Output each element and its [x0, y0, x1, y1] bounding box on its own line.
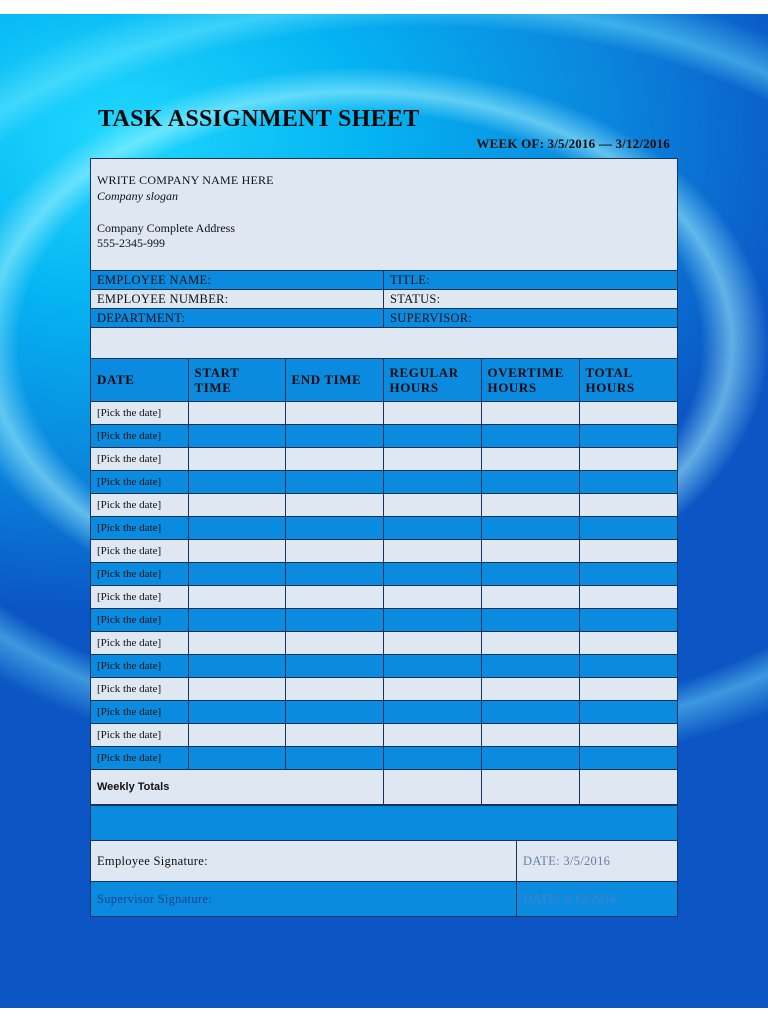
start-time-cell[interactable] [188, 585, 285, 608]
employee-name-field[interactable]: EMPLOYEE NAME: [91, 271, 384, 289]
start-time-cell[interactable] [188, 539, 285, 562]
date-cell[interactable]: [Pick the date] [91, 654, 188, 677]
table-row [91, 608, 677, 631]
date-cell[interactable]: [Pick the date] [91, 424, 188, 447]
total-hours-cell[interactable] [579, 401, 677, 424]
end-time-cell[interactable] [285, 401, 383, 424]
column-header-overtime-hours: OVERTIME HOURS [481, 359, 579, 401]
date-cell[interactable]: [Pick the date] [91, 700, 188, 723]
regular-hours-cell[interactable] [383, 585, 481, 608]
overtime-hours-cell[interactable] [481, 562, 579, 585]
employee-signature-field[interactable]: Employee Signature: [91, 841, 517, 881]
total-hours-cell[interactable] [579, 585, 677, 608]
start-time-cell[interactable] [188, 608, 285, 631]
total-hours-cell[interactable] [579, 723, 677, 746]
regular-hours-cell[interactable] [383, 447, 481, 470]
table-row [91, 654, 677, 677]
end-time-cell[interactable] [285, 654, 383, 677]
regular-hours-cell[interactable] [383, 746, 481, 769]
total-hours-cell[interactable] [579, 424, 677, 447]
overtime-hours-cell[interactable] [481, 493, 579, 516]
overtime-hours-cell[interactable] [481, 654, 579, 677]
date-cell[interactable]: [Pick the date] [91, 493, 188, 516]
date-cell[interactable]: [Pick the date] [91, 746, 188, 769]
end-time-cell[interactable] [285, 585, 383, 608]
weekly-totals-row [91, 769, 677, 804]
company-phone[interactable]: 555-2345-999 [97, 236, 165, 250]
start-time-cell[interactable] [188, 493, 285, 516]
page-background [0, 14, 768, 1008]
end-time-cell[interactable] [285, 539, 383, 562]
regular-hours-cell[interactable] [383, 539, 481, 562]
employee-signature-date[interactable]: DATE: 3/5/2016 [523, 853, 611, 868]
regular-hours-cell[interactable] [383, 562, 481, 585]
overtime-hours-cell[interactable] [481, 516, 579, 539]
table-row [91, 562, 677, 585]
end-time-cell[interactable] [285, 447, 383, 470]
total-hours-cell[interactable] [579, 769, 677, 804]
supervisor-signature-field[interactable]: Supervisor Signature: [91, 882, 517, 916]
date-cell[interactable]: [Pick the date] [91, 585, 188, 608]
total-overtime-hours-cell[interactable] [481, 769, 579, 804]
company-block [91, 159, 677, 271]
date-cell[interactable]: [Pick the date] [91, 677, 188, 700]
start-time-cell[interactable] [188, 516, 285, 539]
end-time-cell[interactable] [285, 608, 383, 631]
start-time-cell[interactable] [188, 562, 285, 585]
table-row [91, 631, 677, 654]
end-time-cell[interactable] [285, 631, 383, 654]
overtime-hours-cell[interactable] [481, 447, 579, 470]
start-time-cell[interactable] [188, 447, 285, 470]
supervisor-signature-date[interactable]: DATE: 3/12/2016 [523, 891, 617, 906]
table-row [91, 700, 677, 723]
total-hours-cell[interactable] [579, 539, 677, 562]
end-time-cell[interactable] [285, 723, 383, 746]
overtime-hours-cell[interactable] [481, 470, 579, 493]
column-header-date: DATE [91, 359, 188, 401]
column-header-total-hours: TOTAL HOURS [579, 359, 677, 401]
overtime-hours-cell[interactable] [481, 608, 579, 631]
regular-hours-cell[interactable] [383, 470, 481, 493]
table-row [91, 516, 677, 539]
overtime-hours-cell[interactable] [481, 631, 579, 654]
start-time-cell[interactable] [188, 631, 285, 654]
info-row-name [91, 271, 677, 290]
overtime-hours-cell[interactable] [481, 401, 579, 424]
table-row [91, 401, 677, 424]
spacer-band [91, 328, 677, 359]
table-row [91, 447, 677, 470]
table-row [91, 470, 677, 493]
department-field[interactable]: DEPARTMENT: [91, 309, 384, 327]
date-cell[interactable]: [Pick the date] [91, 516, 188, 539]
end-time-cell[interactable] [285, 424, 383, 447]
date-cell[interactable]: [Pick the date] [91, 401, 188, 424]
end-time-cell[interactable] [285, 562, 383, 585]
column-header-regular-hours: REGULAR HOURS [383, 359, 481, 401]
regular-hours-cell[interactable] [383, 654, 481, 677]
total-hours-cell[interactable] [579, 677, 677, 700]
table-row [91, 424, 677, 447]
date-cell[interactable]: [Pick the date] [91, 723, 188, 746]
company-slogan[interactable]: Company slogan [97, 189, 178, 203]
column-header-start-time: START TIME [188, 359, 285, 401]
total-regular-hours-cell[interactable] [383, 769, 481, 804]
overtime-hours-cell[interactable] [481, 677, 579, 700]
weekly-totals-label: Weekly Totals [91, 769, 383, 804]
column-header-end-time: END TIME [285, 359, 383, 401]
table-row [91, 723, 677, 746]
date-cell[interactable]: [Pick the date] [91, 539, 188, 562]
start-time-cell[interactable] [188, 746, 285, 769]
date-cell[interactable]: [Pick the date] [91, 631, 188, 654]
end-time-cell[interactable] [285, 470, 383, 493]
total-hours-cell[interactable] [579, 516, 677, 539]
page-title: TASK ASSIGNMENT SHEET [98, 106, 420, 132]
supervisor-signature-row [91, 882, 677, 916]
overtime-hours-cell[interactable] [481, 700, 579, 723]
end-time-cell[interactable] [285, 677, 383, 700]
table-row [91, 677, 677, 700]
table-row [91, 539, 677, 562]
regular-hours-cell[interactable] [383, 723, 481, 746]
hours-table [91, 359, 677, 805]
total-hours-cell[interactable] [579, 608, 677, 631]
date-cell[interactable]: [Pick the date] [91, 608, 188, 631]
overtime-hours-cell[interactable] [481, 585, 579, 608]
table-row [91, 585, 677, 608]
overtime-hours-cell[interactable] [481, 746, 579, 769]
regular-hours-cell[interactable] [383, 608, 481, 631]
employee-number-field[interactable]: EMPLOYEE NUMBER: [91, 290, 384, 308]
end-time-cell[interactable] [285, 700, 383, 723]
start-time-cell[interactable] [188, 700, 285, 723]
regular-hours-cell[interactable] [383, 631, 481, 654]
total-hours-cell[interactable] [579, 562, 677, 585]
regular-hours-cell[interactable] [383, 493, 481, 516]
date-cell[interactable]: [Pick the date] [91, 470, 188, 493]
start-time-cell[interactable] [188, 401, 285, 424]
company-name[interactable]: WRITE COMPANY NAME HERE [97, 173, 274, 187]
total-hours-cell[interactable] [579, 493, 677, 516]
regular-hours-cell[interactable] [383, 677, 481, 700]
week-of-label: WEEK OF: 3/5/2016 — 3/12/2016 [476, 136, 670, 151]
spacer-band-2 [91, 805, 677, 841]
date-cell[interactable]: [Pick the date] [91, 447, 188, 470]
start-time-cell[interactable] [188, 654, 285, 677]
regular-hours-cell[interactable] [383, 401, 481, 424]
regular-hours-cell[interactable] [383, 700, 481, 723]
overtime-hours-cell[interactable] [481, 723, 579, 746]
total-hours-cell[interactable] [579, 631, 677, 654]
supervisor-field[interactable]: SUPERVISOR: [390, 311, 473, 325]
date-cell[interactable]: [Pick the date] [91, 562, 188, 585]
table-row [91, 746, 677, 769]
company-address[interactable]: Company Complete Address [97, 221, 235, 235]
total-hours-cell[interactable] [579, 700, 677, 723]
total-hours-cell[interactable] [579, 470, 677, 493]
start-time-cell[interactable] [188, 723, 285, 746]
overtime-hours-cell[interactable] [481, 424, 579, 447]
status-field[interactable]: STATUS: [390, 292, 441, 306]
timesheet-form [90, 158, 678, 917]
start-time-cell[interactable] [188, 470, 285, 493]
total-hours-cell[interactable] [579, 746, 677, 769]
end-time-cell[interactable] [285, 493, 383, 516]
regular-hours-cell[interactable] [383, 516, 481, 539]
info-row-number [91, 290, 677, 309]
end-time-cell[interactable] [285, 746, 383, 769]
table-row [91, 493, 677, 516]
total-hours-cell[interactable] [579, 654, 677, 677]
start-time-cell[interactable] [188, 677, 285, 700]
employee-signature-row [91, 841, 677, 882]
start-time-cell[interactable] [188, 424, 285, 447]
regular-hours-cell[interactable] [383, 424, 481, 447]
table-header-row [91, 359, 677, 401]
title-field[interactable]: TITLE: [390, 273, 430, 287]
end-time-cell[interactable] [285, 516, 383, 539]
info-row-department [91, 309, 677, 328]
overtime-hours-cell[interactable] [481, 539, 579, 562]
total-hours-cell[interactable] [579, 447, 677, 470]
